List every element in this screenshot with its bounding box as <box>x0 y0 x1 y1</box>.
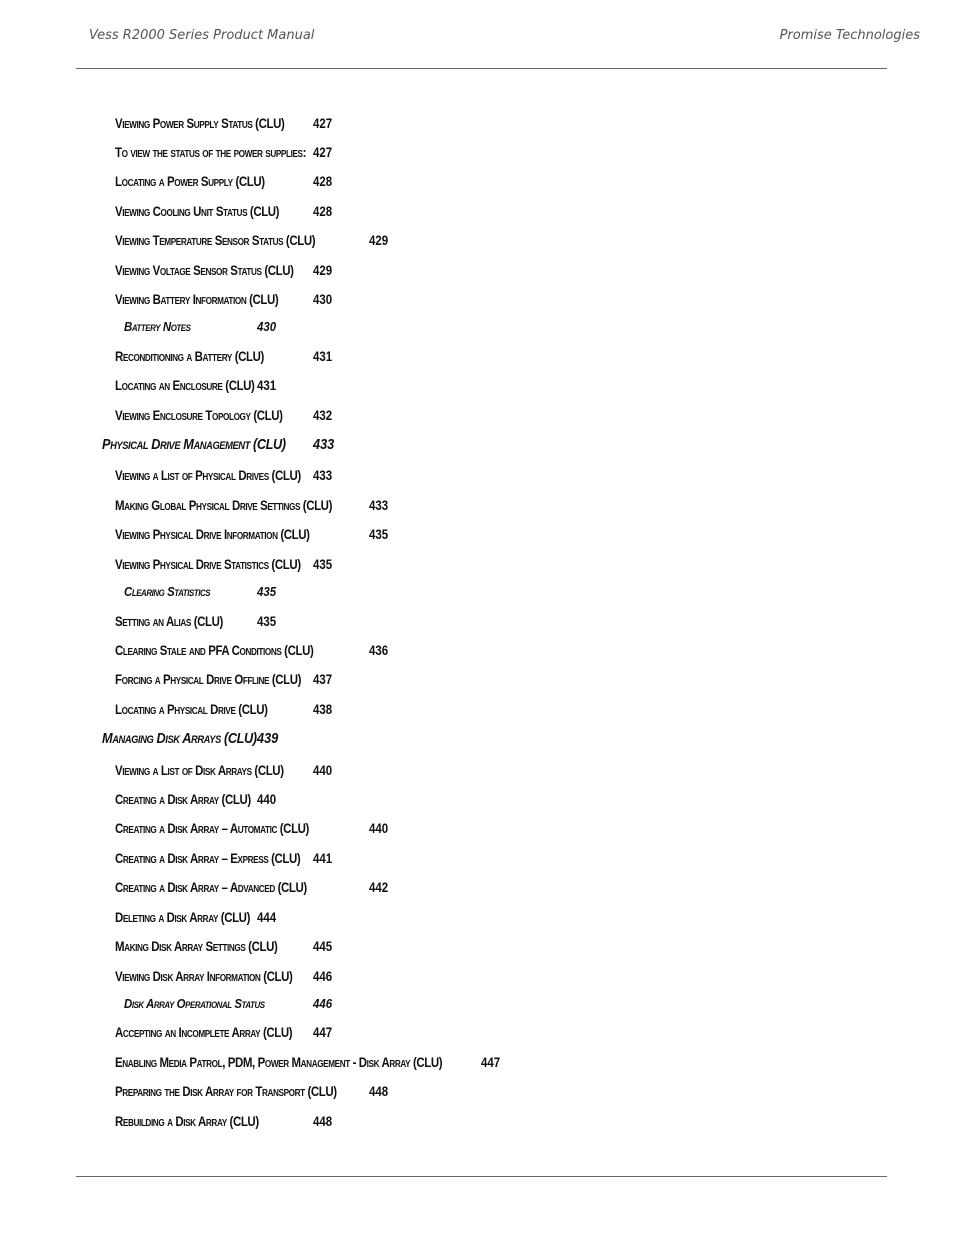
toc-entry-page-number: 440 <box>368 820 389 836</box>
toc-entry-title: Creating a Disk Array – Advanced (CLU) <box>115 879 307 895</box>
toc-entry-page-number: 442 <box>368 879 389 895</box>
toc-entry-title: Clearing Statistics <box>124 584 211 599</box>
toc-entry-title: Rebuilding a Disk Array (CLU) <box>115 1113 259 1129</box>
toc-entry[interactable] <box>115 639 389 661</box>
toc-entry[interactable] <box>115 374 277 396</box>
toc-entry-page-number: 447 <box>312 1024 333 1040</box>
toc-entry[interactable] <box>115 788 277 810</box>
toc-entry-title: Viewing Cooling Unit Status (CLU) <box>115 203 280 219</box>
toc-entry-title: Viewing Physical Drive Information (CLU) <box>115 526 310 542</box>
toc-entry-page-number: 448 <box>368 1083 389 1099</box>
toc-entry-page-number: 439 <box>256 730 279 747</box>
toc-entry-title: Viewing Enclosure Topology (CLU) <box>115 407 283 423</box>
toc-entry[interactable] <box>115 1110 333 1132</box>
toc-entry[interactable] <box>115 668 333 690</box>
toc-entry[interactable] <box>115 141 333 163</box>
toc-entry-title: Clearing Stale and PFA Conditions (CLU) <box>115 642 314 658</box>
running-header-title: Vess R2000 Series Product Manual <box>89 28 315 43</box>
toc-entry-title: Viewing Battery Information (CLU) <box>115 291 279 307</box>
toc-entry[interactable] <box>115 259 333 281</box>
toc-entry-title: Forcing a Physical Drive Offline (CLU) <box>115 671 302 687</box>
toc-entry-page-number: 435 <box>256 584 277 599</box>
toc-entry-page-number: 429 <box>312 262 333 278</box>
toc-entry-page-number: 428 <box>312 203 333 219</box>
toc-entry-page-number: 435 <box>368 526 389 542</box>
toc-entry-page-number: 446 <box>312 996 333 1011</box>
toc-entry-title: Locating an Enclosure (CLU) <box>115 377 255 393</box>
toc-entry-page-number: 448 <box>312 1113 333 1129</box>
toc-entry-title: Viewing Voltage Sensor Status (CLU) <box>115 262 294 278</box>
toc-entry-title: Preparing the Disk Array for Transport (CLU) <box>115 1083 337 1099</box>
toc-entry-title: Viewing Temperature Sensor Status (CLU) <box>115 232 316 248</box>
toc-entry[interactable] <box>115 698 333 720</box>
toc-entry[interactable] <box>115 345 333 367</box>
toc-entry[interactable] <box>115 935 333 957</box>
toc-subentry[interactable] <box>124 993 333 1015</box>
toc-entry-page-number: 429 <box>368 232 389 248</box>
toc-entry-page-number: 428 <box>312 173 333 189</box>
toc-entry[interactable] <box>115 200 333 222</box>
toc-section-entry[interactable] <box>102 728 279 750</box>
toc-entry[interactable] <box>115 170 333 192</box>
toc-entry-page-number: 427 <box>312 144 333 160</box>
toc-entry[interactable] <box>115 1080 389 1102</box>
toc-entry-title: Creating a Disk Array (CLU) <box>115 791 251 807</box>
toc-entry-page-number: 445 <box>312 938 333 954</box>
toc-entry-title: Creating a Disk Array – Automatic (CLU) <box>115 820 309 836</box>
toc-entry-title: Viewing Disk Array Information (CLU) <box>115 968 293 984</box>
toc-entry-title: Locating a Physical Drive (CLU) <box>115 701 268 717</box>
toc-section-entry[interactable] <box>102 434 335 456</box>
toc-entry-title: Making Disk Array Settings (CLU) <box>115 938 278 954</box>
toc-entry-title: Deleting a Disk Array (CLU) <box>115 909 250 925</box>
toc-subentry[interactable] <box>124 316 277 338</box>
toc-entry-page-number: 436 <box>368 642 389 658</box>
toc-entry-page-number: 446 <box>312 968 333 984</box>
toc-entry-title: Reconditioning a Battery (CLU) <box>115 348 264 364</box>
toc-entry[interactable] <box>115 1051 501 1073</box>
toc-entry[interactable] <box>115 404 333 426</box>
toc-entry[interactable] <box>115 847 333 869</box>
toc-entry-title: Viewing a List of Physical Drives (CLU) <box>115 467 301 483</box>
toc-subentry[interactable] <box>124 581 277 603</box>
toc-entry-page-number: 435 <box>312 556 333 572</box>
toc-entry[interactable] <box>115 759 333 781</box>
toc-entry-title: Locating a Power Supply (CLU) <box>115 173 265 189</box>
toc-entry-page-number: 427 <box>312 115 333 131</box>
toc-entry[interactable] <box>115 906 277 928</box>
toc-entry-page-number: 435 <box>256 613 277 629</box>
toc-entry-page-number: 437 <box>312 671 333 687</box>
toc-entry-title: Battery Notes <box>124 319 191 334</box>
toc-entry-page-number: 447 <box>480 1054 501 1070</box>
toc-entry-page-number: 430 <box>312 291 333 307</box>
toc-entry-page-number: 440 <box>312 762 333 778</box>
toc-entry-page-number: 441 <box>312 850 333 866</box>
toc-entry-page-number: 433 <box>368 497 389 513</box>
toc-entry[interactable] <box>115 464 333 486</box>
toc-entry-page-number: 440 <box>256 791 277 807</box>
toc-entry-title: Setting an Alias (CLU) <box>115 613 223 629</box>
toc-entry-title: Enabling Media Patrol, PDM, Power Management - Disk Array (CLU) <box>115 1054 443 1070</box>
toc-entry[interactable] <box>115 610 277 632</box>
toc-entry-page-number: 438 <box>312 701 333 717</box>
toc-entry[interactable] <box>115 494 389 516</box>
toc-entry-title: Physical Drive Management (CLU) <box>102 436 286 453</box>
toc-entry-title: Disk Array Operational Status <box>124 996 265 1011</box>
toc-entry-title: Making Global Physical Drive Settings (CLU) <box>115 497 332 513</box>
toc-entry-title: Viewing Power Supply Status (CLU) <box>115 115 285 131</box>
toc-entry[interactable] <box>115 876 389 898</box>
toc-entry-page-number: 432 <box>312 407 333 423</box>
toc-entry-page-number: 433 <box>312 467 333 483</box>
toc-entry-title: Viewing Physical Drive Statistics (CLU) <box>115 556 301 572</box>
toc-entry-title: Accepting an Incomplete Array (CLU) <box>115 1024 293 1040</box>
toc-entry[interactable] <box>115 1021 333 1043</box>
footer-divider <box>76 1176 887 1177</box>
toc-entry-page-number: 444 <box>256 909 277 925</box>
toc-entry[interactable] <box>115 817 389 839</box>
toc-entry-page-number: 431 <box>256 377 277 393</box>
toc-entry-title: Managing Disk Arrays (CLU) <box>102 730 257 747</box>
toc-entry-title: To view the status of the power supplies: <box>115 144 306 160</box>
running-header-company: Promise Technologies <box>779 28 920 43</box>
toc-entry[interactable] <box>115 523 389 545</box>
toc-entry-page-number: 433 <box>312 436 335 453</box>
toc-entry[interactable] <box>115 553 333 575</box>
toc-entry-title: Viewing a List of Disk Arrays (CLU) <box>115 762 284 778</box>
toc-entry[interactable] <box>115 965 333 987</box>
toc-entry-title: Creating a Disk Array – Express (CLU) <box>115 850 301 866</box>
toc-entry-page-number: 430 <box>256 319 277 334</box>
toc-entry[interactable] <box>115 229 389 251</box>
toc-entry[interactable] <box>115 288 333 310</box>
toc-entry-page-number: 431 <box>312 348 333 364</box>
toc-entry[interactable] <box>115 112 333 134</box>
